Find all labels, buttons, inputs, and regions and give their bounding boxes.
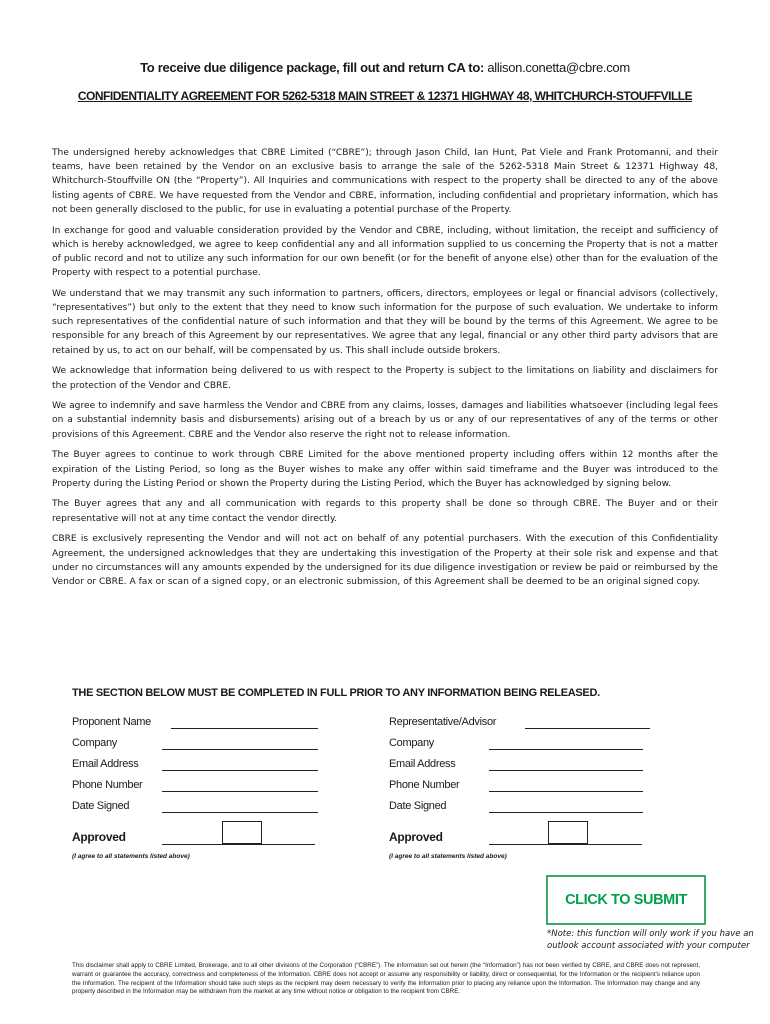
- approved-checkbox[interactable]: [222, 821, 262, 844]
- rep-email-label: Email Address: [389, 758, 456, 770]
- proponent-name-field[interactable]: [171, 728, 318, 729]
- instruction-label: To receive due diligence package, fill out and return CA to:: [140, 60, 484, 75]
- disclaimer: This disclaimer shall apply to CBRE Limited, Brokerage, and to all other divisions of the Corporation (“CBRE”). The information set out herein (the “Information”) has not been verified by CBRE, and CBRE does not represent, warrant or guarantee the accuracy, correctness and completeness of the Information. CBRE does not accept or assume any responsibility or liability, direct or consequential, for the Information or the recipient’s reliance upon the Information. The recipient of the Information should take such steps as the recipient may deem necessary to verify the Information prior to placing any reliance upon the Information. The Information may change and any property described in the Information may be withdrawn from the market at any time without notice or obligation to the recipient from CBRE.: [72, 962, 700, 996]
- rep-approved-checkbox[interactable]: [548, 821, 588, 844]
- representative-label: Representative/Advisor: [389, 716, 497, 728]
- rep-phone-label: Phone Number: [389, 779, 460, 791]
- paragraph-limitations: We acknowledge that information being delivered to us with respect to the Property is subject to the limitations on liability and disclaimers for the protection of the Vendor and CBRE.: [52, 366, 718, 391]
- phone-field[interactable]: [162, 791, 318, 792]
- paragraph-retention: The undersigned hereby acknowledges that CBRE Limited (“CBRE”); through Jason Child, Ian Hunt, Pat Viele and Frank Protomanni, and their teams, have been retained by the Vendor on an exclusive basis to arrange the sale of the 5262-5318 Main Street & 12371 Highway 48, Whitchurch-Stouffville ON (the “Property”). All Inquiries and communications with respect to the property shall be directed to any of the above listing agents of CBRE. We have requested from the Vendor and CBRE, information, including confidential and proprietary information, which has not been generally disclosed to the public, for use in evaluating a potential purchase of the Property.: [52, 148, 718, 215]
- representative-column: [389, 714, 649, 860]
- contact-email: allison.conetta@cbre.com: [487, 60, 630, 75]
- form-section-heading: THE SECTION BELOW MUST BE COMPLETED IN FULL PRIOR TO ANY INFORMATION BEING RELEASED.: [72, 687, 600, 699]
- company-field[interactable]: [162, 749, 318, 750]
- rep-phone-row: [389, 777, 649, 798]
- phone-row: [72, 777, 332, 798]
- company-row: [72, 735, 332, 756]
- rep-email-field[interactable]: [489, 770, 643, 771]
- rep-phone-field[interactable]: [489, 791, 643, 792]
- proponent-name-label: Proponent Name: [72, 716, 151, 728]
- rep-approved-label: Approved: [389, 830, 443, 844]
- phone-label: Phone Number: [72, 779, 143, 791]
- representative-field[interactable]: [525, 728, 650, 729]
- date-signed-field[interactable]: [162, 812, 318, 813]
- rep-approved-line: [489, 844, 642, 845]
- date-signed-label: Date Signed: [72, 800, 130, 812]
- rep-date-signed-label: Date Signed: [389, 800, 447, 812]
- rep-company-field[interactable]: [489, 749, 643, 750]
- instruction-header: [0, 60, 770, 75]
- email-label: Email Address: [72, 758, 139, 770]
- rep-date-signed-row: [389, 798, 649, 819]
- email-field[interactable]: [162, 770, 318, 771]
- paragraph-buyer-agreement: The Buyer agrees to continue to work through CBRE Limited for the above mentioned property including offers within 12 months after the expiration of the Listing Period, so long as the Buyer wishes to make any offer within said timeframe and the Buyer was introduced to the Property during the Listing Period or shown the Property during the Listing Period, which the Buyer has acknowledged by signing below.: [52, 450, 718, 489]
- paragraph-exclusive-representation: CBRE is exclusively representing the Vendor and will not act on behalf of any potential purchasers. With the execution of this Confidentiality Agreement, the undersigned acknowledges that they are undertaking this investigation of the Property at their sole risk and expense and that under no circumstances will any amounts expended by the undersigned for its due diligence investigation or review be paid or reimbursed by the Vendor or CBRE. A fax or scan of a signed copy, or an electronic submission, of this Agreement shall be deemed to be an original signed copy.: [52, 534, 718, 587]
- approved-label: Approved: [72, 830, 126, 844]
- paragraph-indemnity: We agree to indemnify and save harmless the Vendor and CBRE from any claims, losses, damages and liabilities whatsoever (including legal fees on a substantial indemnity basis and disbursements) arising out of a breach by us or any of our representatives of any of the terms or other provisions of this Agreement. CBRE and the Vendor also reserve the right not to release information.: [52, 401, 718, 440]
- approved-line: [162, 844, 315, 845]
- proponent-name-row: [72, 714, 332, 735]
- paragraph-confidentiality: In exchange for good and valuable consideration provided by the Vendor and CBRE, including, without limitation, the receipt and sufficiency of which is hereby acknowledged, we agree to keep confidential any and all information supplied to us concerning the Property that is not a matter of public record and not to utilize any such information for our own benefit (or for the benefit of anyone else) other than for the evaluation of the Property with respect to a potential purchase.: [52, 225, 718, 279]
- submit-note: *Note: this function will only work if you have an outlook account associated with your computer: [547, 929, 754, 951]
- paragraph-representatives: We understand that we may transmit any such information to partners, officers, directors, employees or legal or financial advisors (collectively, “representatives”) but only to the extent that they need to know such information for the purpose of such evaluation. We undertake to inform such representatives of the confidential nature of such information and that they will be bound by the terms of this Agreement. We agree to be responsible for any breach of this Agreement by our representatives. We agree that any legal, financial or any other third party advisors that are retained by us, to act on our behalf, will be compensated by us. This shall include outside brokers.: [52, 288, 718, 356]
- rep-company-label: Company: [389, 737, 434, 749]
- rep-email-row: [389, 756, 649, 777]
- proponent-column: [72, 714, 332, 860]
- company-label: Company: [72, 737, 117, 749]
- rep-approved-row: [389, 821, 649, 860]
- rep-date-signed-field[interactable]: [489, 812, 643, 813]
- submit-button[interactable]: CLICK TO SUBMIT: [546, 875, 706, 925]
- date-signed-row: [72, 798, 332, 819]
- agreement-title: CONFIDENTIALITY AGREEMENT FOR 5262-5318 MAIN STREET & 12371 HIGHWAY 48, WHITCHURCH-STOUFFVILLE: [77, 89, 693, 103]
- agree-note: (I agree to all statements listed above): [72, 853, 190, 860]
- paragraph-communication: The Buyer agrees that any and all communication with regards to this property shall be done so through CBRE. The Buyer and or their representative will not at any time contact the vendor directly.: [52, 499, 718, 524]
- approved-row: [72, 821, 332, 860]
- agreement-body: [52, 146, 718, 596]
- rep-company-row: [389, 735, 649, 756]
- email-row: [72, 756, 332, 777]
- rep-agree-note: (I agree to all statements listed above): [389, 853, 507, 860]
- representative-row: [389, 714, 649, 735]
